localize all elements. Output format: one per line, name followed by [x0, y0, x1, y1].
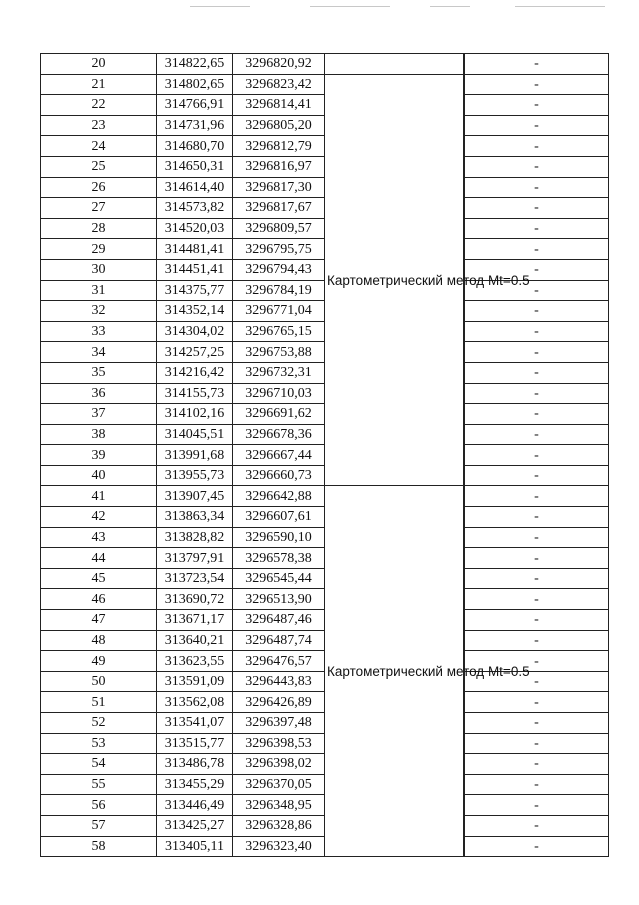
accuracy-value-cell: - — [465, 795, 609, 816]
accuracy-value-cell: - — [465, 95, 609, 116]
accuracy-value-cell: - — [465, 115, 609, 136]
y-coordinate-cell: 3296513,90 — [233, 589, 325, 610]
y-coordinate-cell: 3296667,44 — [233, 445, 325, 466]
accuracy-value-cell: - — [465, 568, 609, 589]
x-coordinate-cell: 313640,21 — [157, 630, 233, 651]
x-coordinate-cell: 313623,55 — [157, 651, 233, 672]
method-label: Картометрический метод Mt=0.5 — [327, 272, 530, 288]
accuracy-value-cell: - — [465, 527, 609, 548]
y-coordinate-cell: 3296795,75 — [233, 239, 325, 260]
y-coordinate-cell: 3296817,67 — [233, 198, 325, 219]
y-coordinate-cell: 3296809,57 — [233, 218, 325, 239]
point-number-cell: 54 — [41, 754, 157, 775]
accuracy-value-cell: - — [465, 218, 609, 239]
point-number-cell: 31 — [41, 280, 157, 301]
accuracy-value-cell: - — [465, 465, 609, 486]
point-number-cell: 22 — [41, 95, 157, 116]
accuracy-value-cell: - — [465, 383, 609, 404]
point-number-cell: 55 — [41, 774, 157, 795]
y-coordinate-cell: 3296398,53 — [233, 733, 325, 754]
x-coordinate-cell: 314352,14 — [157, 301, 233, 322]
accuracy-value-cell: - — [465, 362, 609, 383]
y-coordinate-cell: 3296426,89 — [233, 692, 325, 713]
y-coordinate-cell: 3296476,57 — [233, 651, 325, 672]
y-coordinate-cell: 3296328,86 — [233, 815, 325, 836]
y-coordinate-cell: 3296487,74 — [233, 630, 325, 651]
point-number-cell: 47 — [41, 610, 157, 631]
accuracy-value-cell: - — [465, 630, 609, 651]
accuracy-value-cell: - — [465, 156, 609, 177]
x-coordinate-cell: 313907,45 — [157, 486, 233, 507]
accuracy-value-cell: - — [465, 404, 609, 425]
table-row — [41, 486, 609, 507]
y-coordinate-cell: 3296823,42 — [233, 74, 325, 95]
y-coordinate-cell: 3296771,04 — [233, 301, 325, 322]
y-coordinate-cell: 3296814,41 — [233, 95, 325, 116]
x-coordinate-cell: 313955,73 — [157, 465, 233, 486]
accuracy-value-cell: - — [465, 342, 609, 363]
accuracy-value-cell: - — [465, 280, 609, 301]
accuracy-value-cell: - — [465, 836, 609, 857]
x-coordinate-cell: 313446,49 — [157, 795, 233, 816]
point-number-cell: 34 — [41, 342, 157, 363]
accuracy-value-cell: - — [465, 692, 609, 713]
point-number-cell: 53 — [41, 733, 157, 754]
table-row — [41, 74, 609, 95]
scan-artifact-line — [430, 6, 470, 7]
y-coordinate-cell: 3296816,97 — [233, 156, 325, 177]
point-number-cell: 30 — [41, 259, 157, 280]
accuracy-value-cell: - — [465, 259, 609, 280]
point-number-cell: 29 — [41, 239, 157, 260]
y-coordinate-cell: 3296443,83 — [233, 671, 325, 692]
y-coordinate-cell: 3296817,30 — [233, 177, 325, 198]
y-coordinate-cell: 3296784,19 — [233, 280, 325, 301]
x-coordinate-cell: 314731,96 — [157, 115, 233, 136]
accuracy-value-cell: - — [465, 815, 609, 836]
point-number-cell: 42 — [41, 507, 157, 528]
x-coordinate-cell: 313828,82 — [157, 527, 233, 548]
accuracy-value-cell: - — [465, 301, 609, 322]
y-coordinate-cell: 3296765,15 — [233, 321, 325, 342]
point-number-cell: 28 — [41, 218, 157, 239]
y-coordinate-cell: 3296805,20 — [233, 115, 325, 136]
scan-artifact-line — [190, 6, 250, 7]
x-coordinate-cell: 314802,65 — [157, 74, 233, 95]
y-coordinate-cell: 3296370,05 — [233, 774, 325, 795]
x-coordinate-cell: 314155,73 — [157, 383, 233, 404]
point-number-cell: 44 — [41, 548, 157, 569]
x-coordinate-cell: 314650,31 — [157, 156, 233, 177]
x-coordinate-cell: 313541,07 — [157, 713, 233, 734]
method-label: Картометрический метод Mt=0.5 — [327, 663, 530, 679]
point-number-cell: 24 — [41, 136, 157, 157]
y-coordinate-cell: 3296545,44 — [233, 568, 325, 589]
y-coordinate-cell: 3296590,10 — [233, 527, 325, 548]
x-coordinate-cell: 314257,25 — [157, 342, 233, 363]
x-coordinate-cell: 313455,29 — [157, 774, 233, 795]
method-cell — [325, 54, 464, 75]
y-coordinate-cell: 3296397,48 — [233, 713, 325, 734]
accuracy-value-cell: - — [465, 321, 609, 342]
x-coordinate-cell: 314573,82 — [157, 198, 233, 219]
point-number-cell: 25 — [41, 156, 157, 177]
y-coordinate-cell: 3296487,46 — [233, 610, 325, 631]
accuracy-value-cell: - — [465, 198, 609, 219]
x-coordinate-cell: 314216,42 — [157, 362, 233, 383]
x-coordinate-cell: 314045,51 — [157, 424, 233, 445]
point-number-cell: 52 — [41, 713, 157, 734]
y-coordinate-cell: 3296710,03 — [233, 383, 325, 404]
y-coordinate-cell: 3296660,73 — [233, 465, 325, 486]
point-number-cell: 33 — [41, 321, 157, 342]
scan-artifact-line — [515, 6, 605, 7]
y-coordinate-cell: 3296398,02 — [233, 754, 325, 775]
x-coordinate-cell: 314766,91 — [157, 95, 233, 116]
accuracy-value-cell: - — [465, 610, 609, 631]
point-number-cell: 56 — [41, 795, 157, 816]
y-coordinate-cell: 3296348,95 — [233, 795, 325, 816]
x-coordinate-cell: 314614,40 — [157, 177, 233, 198]
x-coordinate-cell: 314680,70 — [157, 136, 233, 157]
x-coordinate-cell: 314451,41 — [157, 259, 233, 280]
x-coordinate-cell: 313562,08 — [157, 692, 233, 713]
point-number-cell: 27 — [41, 198, 157, 219]
point-number-cell: 35 — [41, 362, 157, 383]
x-coordinate-cell: 313591,09 — [157, 671, 233, 692]
accuracy-value-cell: - — [465, 136, 609, 157]
accuracy-value-cell: - — [465, 754, 609, 775]
x-coordinate-cell: 313671,17 — [157, 610, 233, 631]
x-coordinate-cell: 313991,68 — [157, 445, 233, 466]
accuracy-value-cell: - — [465, 424, 609, 445]
coordinates-table — [40, 53, 609, 857]
scan-artifact-line — [310, 6, 390, 7]
x-coordinate-cell: 313425,27 — [157, 815, 233, 836]
accuracy-value-cell: - — [465, 54, 609, 75]
point-number-cell: 39 — [41, 445, 157, 466]
table-row — [41, 54, 609, 75]
point-number-cell: 41 — [41, 486, 157, 507]
point-number-cell: 32 — [41, 301, 157, 322]
point-number-cell: 49 — [41, 651, 157, 672]
x-coordinate-cell: 313723,54 — [157, 568, 233, 589]
y-coordinate-cell: 3296607,61 — [233, 507, 325, 528]
point-number-cell: 36 — [41, 383, 157, 404]
x-coordinate-cell: 314822,65 — [157, 54, 233, 75]
x-coordinate-cell: 313405,11 — [157, 836, 233, 857]
y-coordinate-cell: 3296678,36 — [233, 424, 325, 445]
accuracy-value-cell: - — [465, 507, 609, 528]
point-number-cell: 40 — [41, 465, 157, 486]
accuracy-value-cell: - — [465, 177, 609, 198]
point-number-cell: 26 — [41, 177, 157, 198]
point-number-cell: 46 — [41, 589, 157, 610]
accuracy-value-cell: - — [465, 733, 609, 754]
point-number-cell: 21 — [41, 74, 157, 95]
y-coordinate-cell: 3296794,43 — [233, 259, 325, 280]
accuracy-value-cell: - — [465, 548, 609, 569]
x-coordinate-cell: 313486,78 — [157, 754, 233, 775]
x-coordinate-cell: 313690,72 — [157, 589, 233, 610]
accuracy-value-cell: - — [465, 445, 609, 466]
method-cell — [325, 74, 530, 486]
accuracy-value-cell: - — [465, 651, 609, 672]
point-number-cell: 58 — [41, 836, 157, 857]
x-coordinate-cell: 314481,41 — [157, 239, 233, 260]
point-number-cell: 51 — [41, 692, 157, 713]
x-coordinate-cell: 313797,91 — [157, 548, 233, 569]
x-coordinate-cell: 313515,77 — [157, 733, 233, 754]
x-coordinate-cell: 313863,34 — [157, 507, 233, 528]
y-coordinate-cell: 3296812,79 — [233, 136, 325, 157]
point-number-cell: 23 — [41, 115, 157, 136]
accuracy-value-cell: - — [465, 239, 609, 260]
x-coordinate-cell: 314102,16 — [157, 404, 233, 425]
accuracy-value-cell: - — [465, 713, 609, 734]
accuracy-value-cell: - — [465, 74, 609, 95]
y-coordinate-cell: 3296820,92 — [233, 54, 325, 75]
point-number-cell: 43 — [41, 527, 157, 548]
x-coordinate-cell: 314375,77 — [157, 280, 233, 301]
point-number-cell: 20 — [41, 54, 157, 75]
point-number-cell: 48 — [41, 630, 157, 651]
point-number-cell: 38 — [41, 424, 157, 445]
y-coordinate-cell: 3296732,31 — [233, 362, 325, 383]
y-coordinate-cell: 3296323,40 — [233, 836, 325, 857]
method-cell — [325, 486, 530, 857]
accuracy-value-cell: - — [465, 671, 609, 692]
coordinates-table-body — [41, 54, 609, 857]
point-number-cell: 45 — [41, 568, 157, 589]
y-coordinate-cell: 3296753,88 — [233, 342, 325, 363]
x-coordinate-cell: 314304,02 — [157, 321, 233, 342]
point-number-cell: 57 — [41, 815, 157, 836]
accuracy-value-cell: - — [465, 486, 609, 507]
y-coordinate-cell: 3296578,38 — [233, 548, 325, 569]
accuracy-value-cell: - — [465, 589, 609, 610]
point-number-cell: 50 — [41, 671, 157, 692]
y-coordinate-cell: 3296691,62 — [233, 404, 325, 425]
point-number-cell: 37 — [41, 404, 157, 425]
x-coordinate-cell: 314520,03 — [157, 218, 233, 239]
y-coordinate-cell: 3296642,88 — [233, 486, 325, 507]
accuracy-value-cell: - — [465, 774, 609, 795]
